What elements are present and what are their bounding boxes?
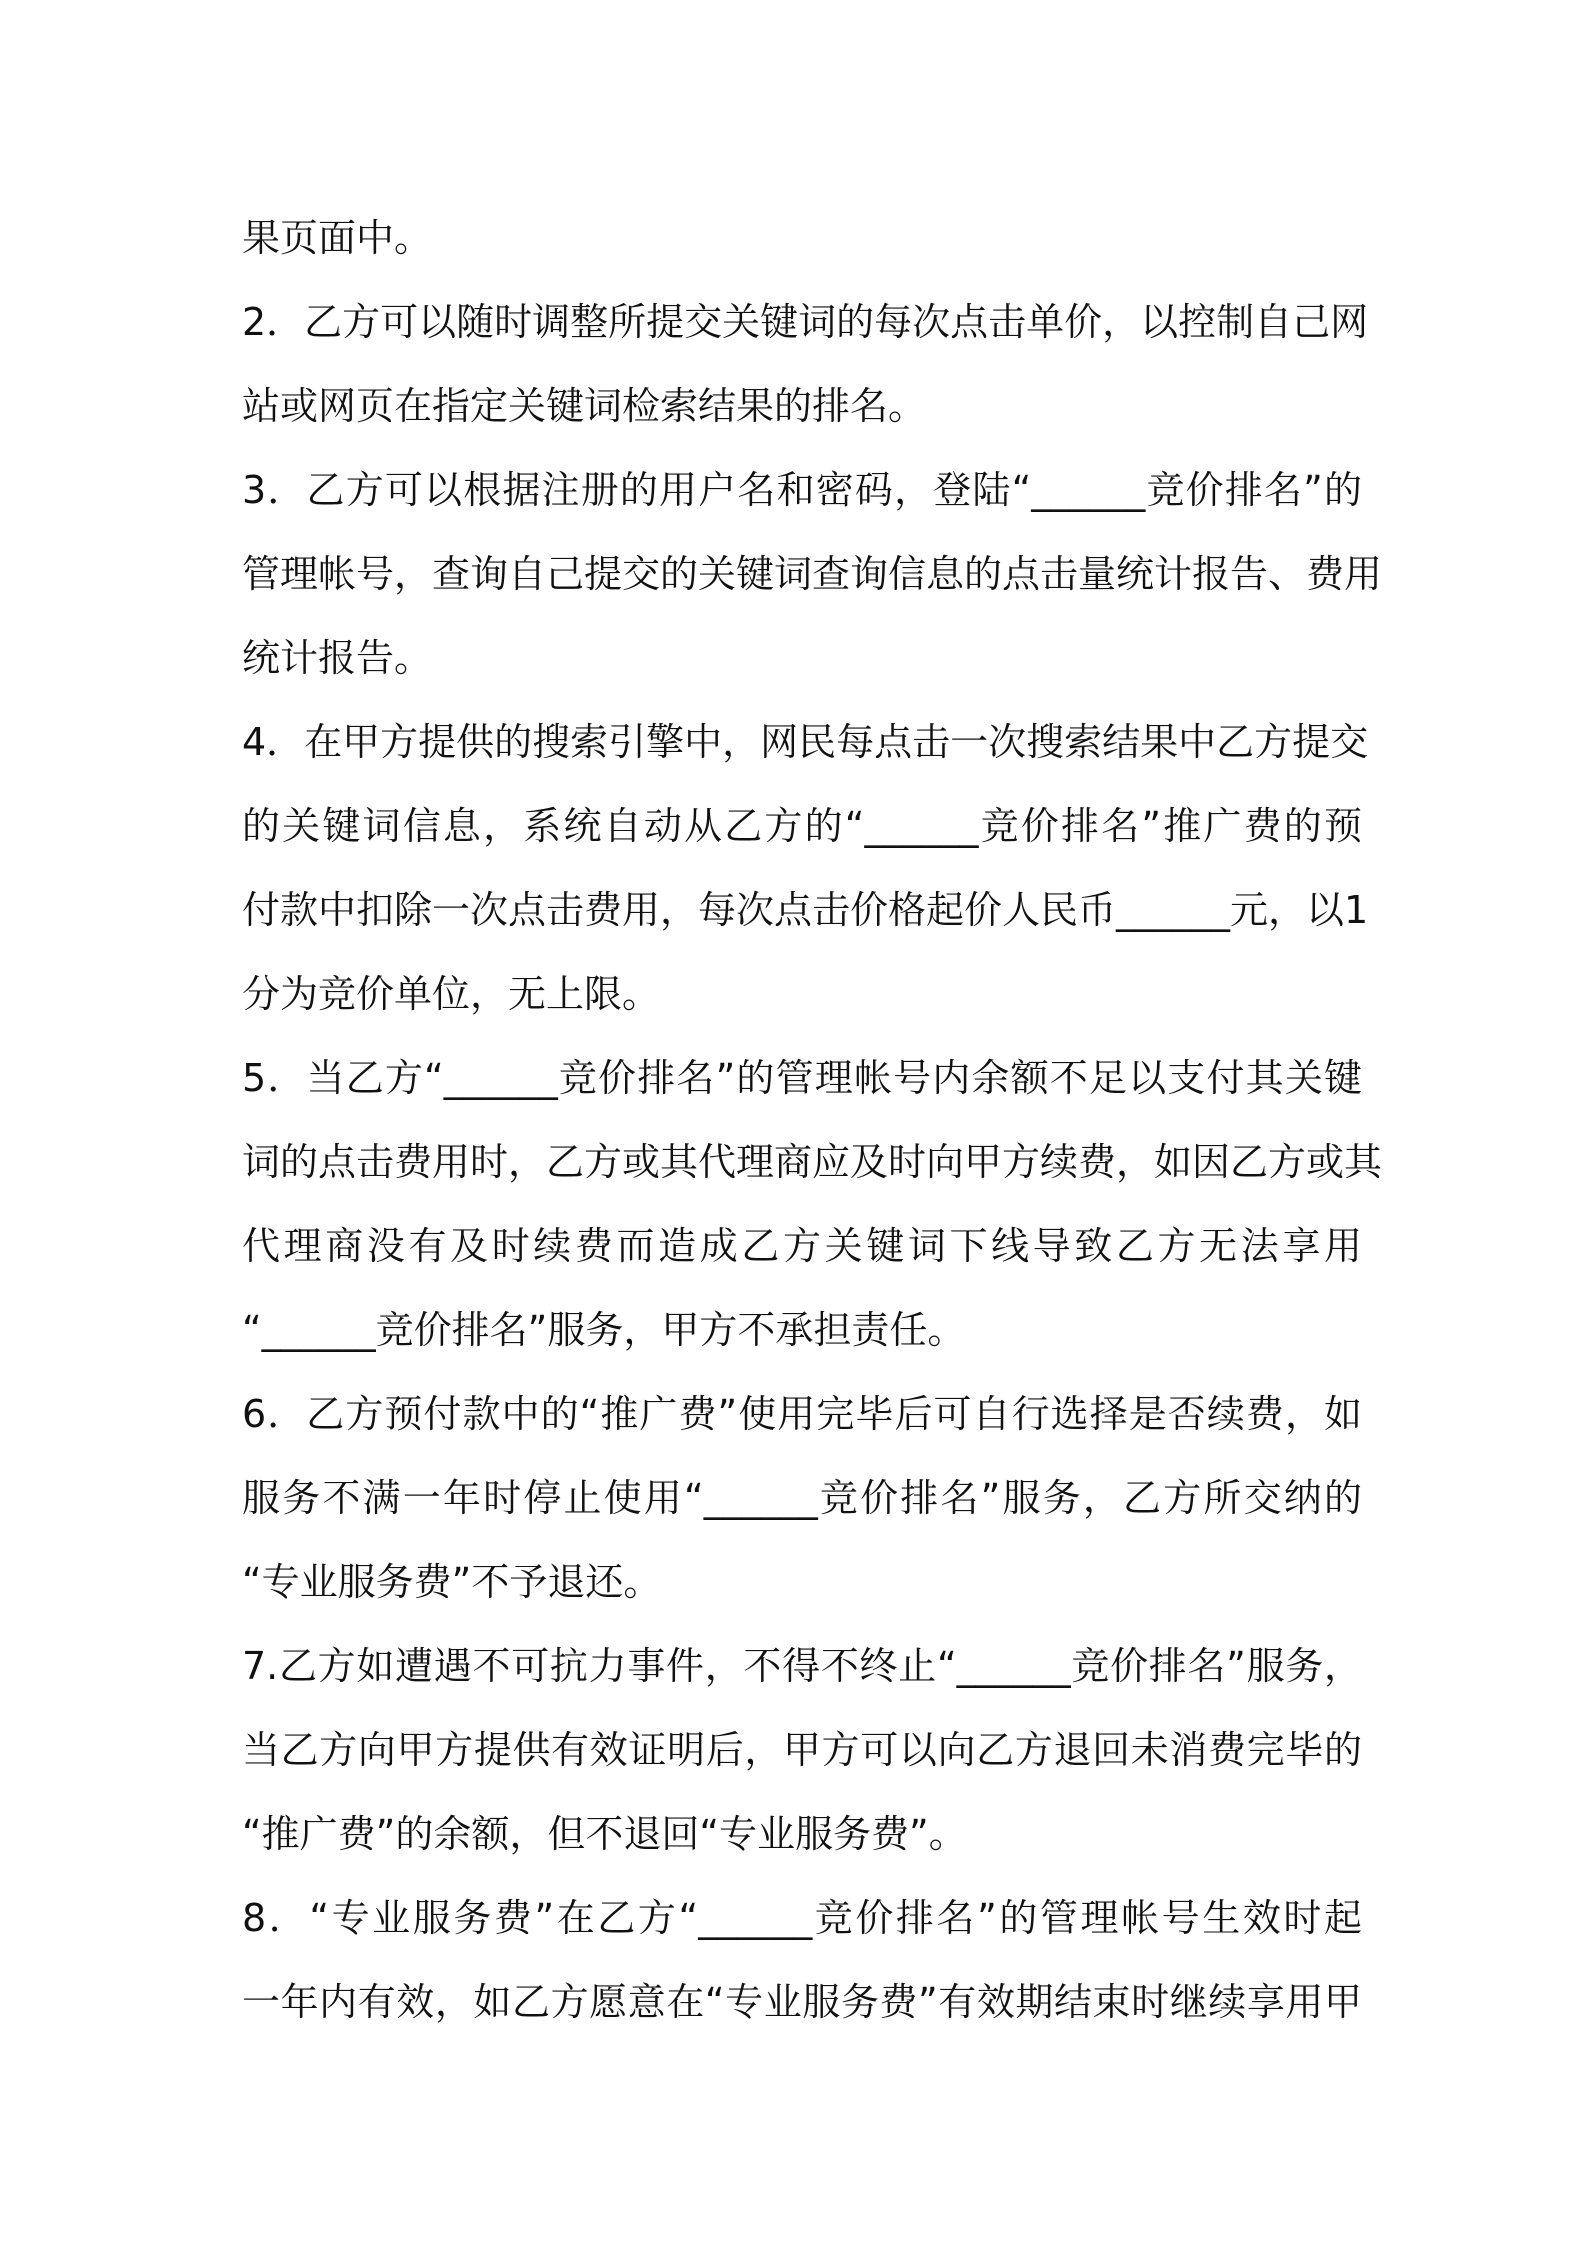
text-line: 管理帐号，查询自己提交的关键词查询信息的点击量统计报告、费用 xyxy=(242,552,1383,596)
text-line: 果页面中。 xyxy=(242,216,433,260)
text-line: 一年内有效，如乙方愿意在“专业服务费”有效期结束时继续享用甲 xyxy=(242,1980,1362,2024)
text-line: 的关键词信息，系统自动从乙方的“______竞价排名”推广费的预 xyxy=(242,804,1362,848)
text-line: 服务不满一年时停止使用“______竞价排名”服务，乙方所交纳的 xyxy=(242,1476,1362,1520)
text-line: 站或网页在指定关键词检索结果的排名。 xyxy=(242,384,927,428)
text-line: 7.乙方如遭遇不可抗力事件，不得不终止“______竞价排名”服务， xyxy=(242,1644,1362,1688)
text-line: 3．乙方可以根据注册的用户名和密码，登陆“______竞价排名”的 xyxy=(242,468,1362,512)
text-line: “推广费”的余额，但不退回“专业服务费”。 xyxy=(242,1812,967,1856)
text-line: 词的点击费用时，乙方或其代理商应及时向甲方续费，如因乙方或其 xyxy=(242,1140,1383,1184)
text-line: 6．乙方预付款中的“推广费”使用完毕后可自行选择是否续费，如 xyxy=(242,1392,1362,1436)
text-line: “______竞价排名”服务，甲方不承担责任。 xyxy=(242,1308,966,1352)
text-line: 付款中扣除一次点击费用，每次点击价格起价人民币______元，以1 xyxy=(242,888,1369,932)
text-line: 4．在甲方提供的搜索引擎中，网民每点击一次搜索结果中乙方提交 xyxy=(242,720,1369,764)
text-line: “专业服务费”不予退还。 xyxy=(242,1560,662,1604)
text-line: 8．“专业服务费”在乙方“______竞价排名”的管理帐号生效时起 xyxy=(242,1896,1362,1940)
text-line: 当乙方向甲方提供有效证明后，甲方可以向乙方退回未消费完毕的 xyxy=(242,1728,1362,1772)
document-body xyxy=(242,196,1383,2044)
text-line: 5．当乙方“______竞价排名”的管理帐号内余额不足以支付其关键 xyxy=(242,1056,1362,1100)
text-line: 2．乙方可以随时调整所提交关键词的每次点击单价，以控制自己网 xyxy=(242,300,1369,344)
text-line: 分为竞价单位，无上限。 xyxy=(242,972,661,1016)
text-line: 统计报告。 xyxy=(242,636,433,680)
text-line: 代理商没有及时续费而造成乙方关键词下线导致乙方无法享用 xyxy=(242,1224,1362,1268)
